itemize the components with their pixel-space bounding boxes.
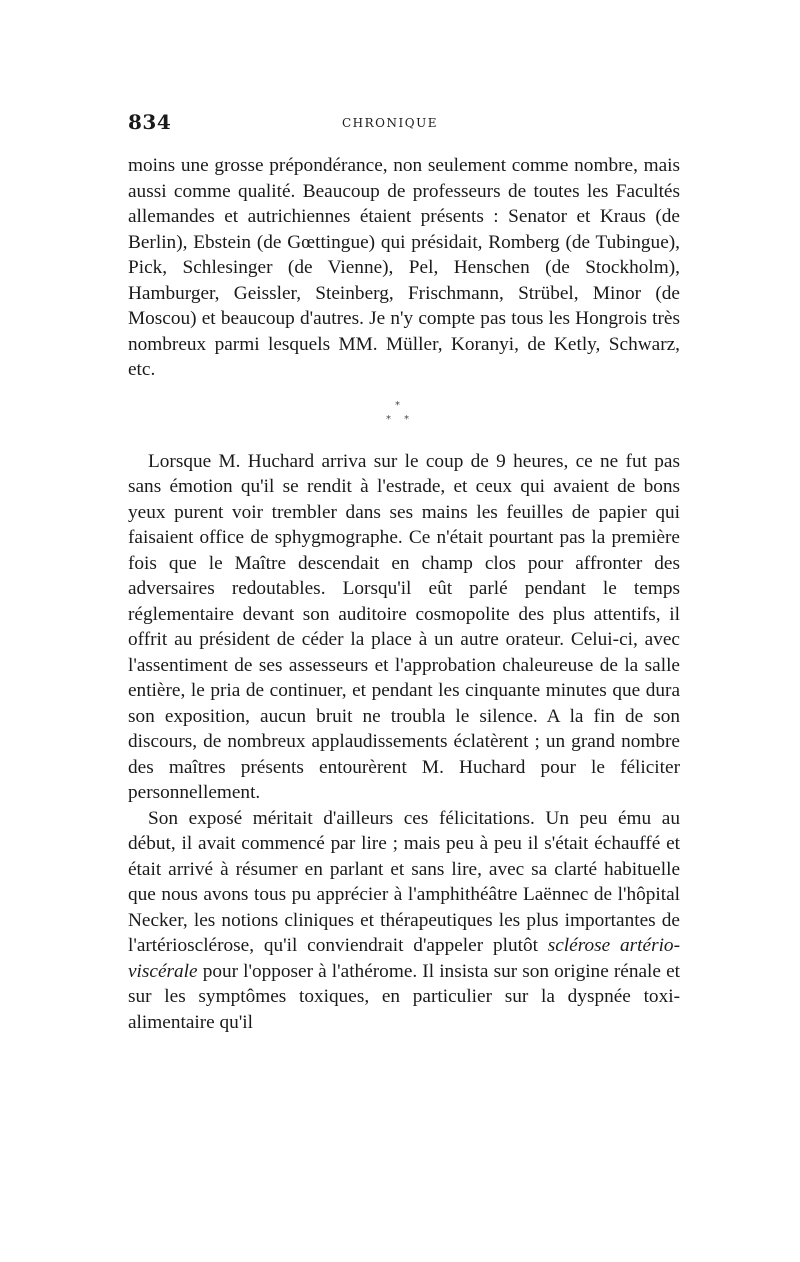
- paragraph-3-start: Son exposé méritait d'ailleurs ces félicitations. Un peu ému au début, il avait commencé par lire ; mais peu à peu il s'était échauffé et était arrivé à résumer en parlant et sans lire, avec sa clarté habituelle que nous avons tous pu apprécier à l'amphithéâtre Laënnec de l'hôpital Necker, les notions cliniques et thérapeutiques les plus importantes de l'artériosclérose, qu'il conviendrait d'appeler plutôt: [128, 807, 680, 956]
- asterism-star-left: *: [386, 413, 391, 425]
- page-number: 834: [128, 110, 172, 134]
- page-header: [128, 110, 680, 136]
- asterism-separator: [128, 387, 680, 437]
- paragraph-3: [128, 806, 680, 1036]
- paragraph-3-end: pour l'opposer à l'athérome. Il insista sur son origine rénale et sur les symptômes toxiques, en particulier sur la dyspnée toxi-alimentaire qu'il: [128, 960, 680, 1033]
- body-text: [128, 153, 680, 1035]
- running-head: CHRONIQUE: [342, 116, 438, 130]
- asterism-star-right: *: [404, 413, 409, 425]
- paragraph-2: Lorsque M. Huchard arriva sur le coup de 9 heures, ce ne fut pas sans émotion qu'il se rendit à l'estrade, et ceux qui avaient de bons yeux purent voir trembler dans ses mains les feuilles de papier qui faisaient office de sphygmographe. Ce n'était pourtant pas la première fois que le Maître descendait en champ clos pour affronter des adversaires redoutables. Lorsqu'il eût parlé pendant le temps réglementaire devant son auditoire cosmopolite des plus attentifs, il offrit au président de céder la place à un autre orateur. Celui-ci, avec l'assentiment de ses assesseurs et l'approbation chaleureuse de la salle entière, le pria de continuer, et pendant les cinquante minutes que dura son exposition, aucun bruit ne troubla le silence. A la fin de son discours, de nombreux applaudissements éclatèrent ; un grand nombre des maîtres présents entourèrent M. Huchard pour le féliciter personnellement.: [128, 450, 680, 803]
- paragraph-1: moins une grosse prépondérance, non seulement comme nombre, mais aussi comme qualité. Beaucoup de professeurs de toutes les Facultés allemandes et autrichiennes étaient présents : Senator et Kraus (de Berlin), Ebstein (de Gœttingue) qui présidait, Romberg (de Tubingue), Pick, Schlesinger (de Vienne), Pel, Henschen (de Stockholm), Hamburger, Geissler, Steinberg, Frischmann, Strübel, Minor (de Moscou) et beaucoup d'autres. Je n'y compte pas tous les Hongrois très nombreux parmi lesquels MM. Müller, Koranyi, de Ketly, Schwarz, etc.: [128, 155, 680, 380]
- paragraph-3-italic-term: sclérose artério-viscérale: [128, 935, 680, 982]
- asterism-star-top: *: [395, 399, 400, 411]
